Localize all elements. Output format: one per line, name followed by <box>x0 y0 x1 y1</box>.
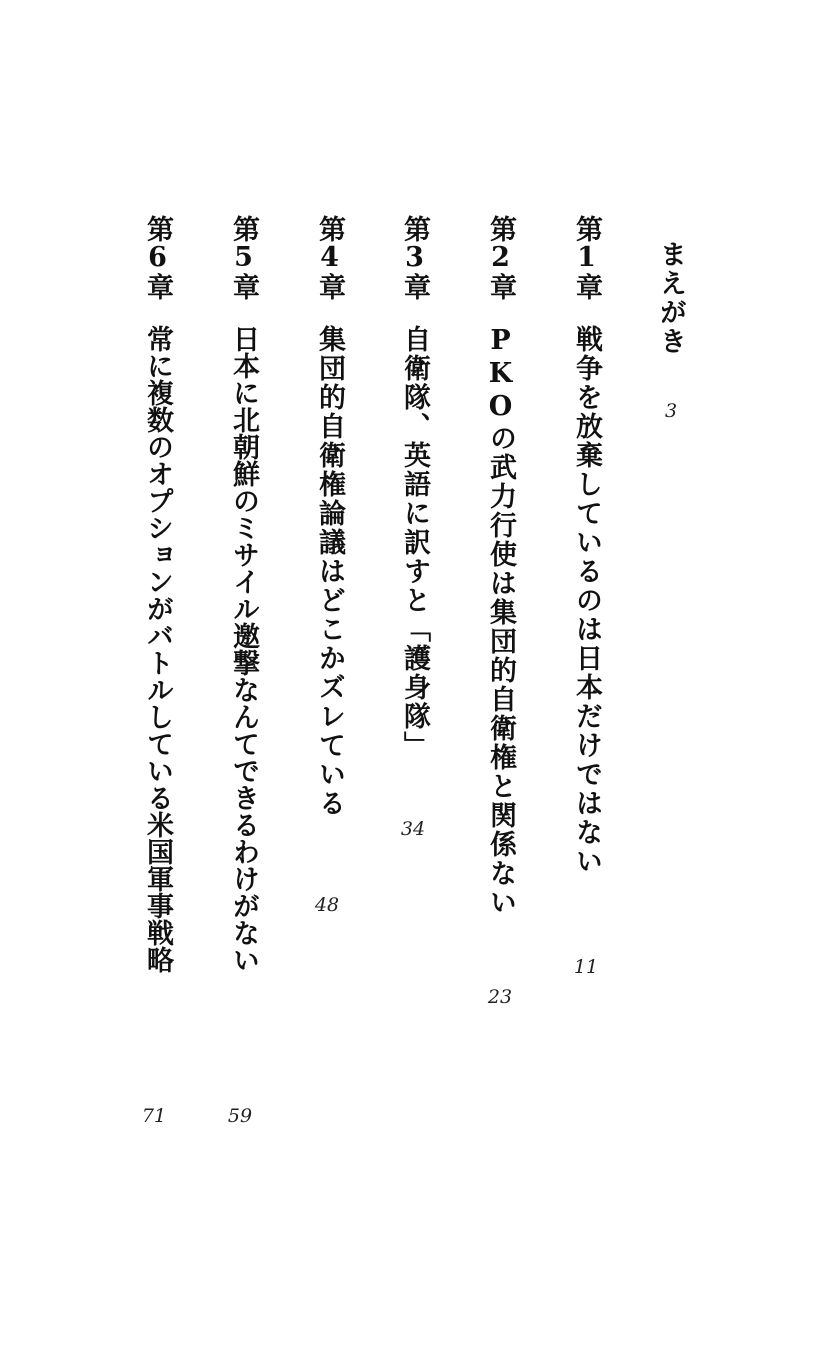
chapter-4-label: 第4章 <box>314 215 345 300</box>
chapter-4-page-number: 48 <box>314 894 340 916</box>
chapter-2-page-number: 23 <box>487 986 513 1008</box>
chapter-4-title: 集団的自衛権論議はどこかズレている <box>314 325 345 818</box>
chapter-6-label: 第6章 <box>142 215 173 300</box>
chapter-5-page-number: 59 <box>227 1105 253 1127</box>
chapter-2-title: PKOの武力行使は集団的自衛権と関係ない <box>485 325 516 917</box>
chapter-5-label: 第5章 <box>228 215 259 300</box>
preface-page-number: 3 <box>664 400 678 422</box>
chapter-5-title: 日本に北朝鮮のミサイル邀撃なんてできるわけがない <box>228 325 259 973</box>
chapter-6-page-number: 71 <box>141 1105 167 1127</box>
chapter-6-title: 常に複数のオプションがバトルしている米国軍事戦略 <box>142 325 173 973</box>
chapter-1-page-number: 11 <box>573 956 599 978</box>
preface-title: まえがき <box>655 240 686 356</box>
chapter-1-label: 第1章 <box>571 215 602 300</box>
chapter-3-label: 第3章 <box>399 215 430 300</box>
chapter-1-title: 戦争を放棄しているのは日本だけではない <box>571 325 602 876</box>
chapter-3-title: 自衛隊、英語に訳すと「護身隊」 <box>399 325 430 760</box>
chapter-3-page-number: 34 <box>400 818 426 840</box>
chapter-2-label: 第2章 <box>485 215 516 300</box>
